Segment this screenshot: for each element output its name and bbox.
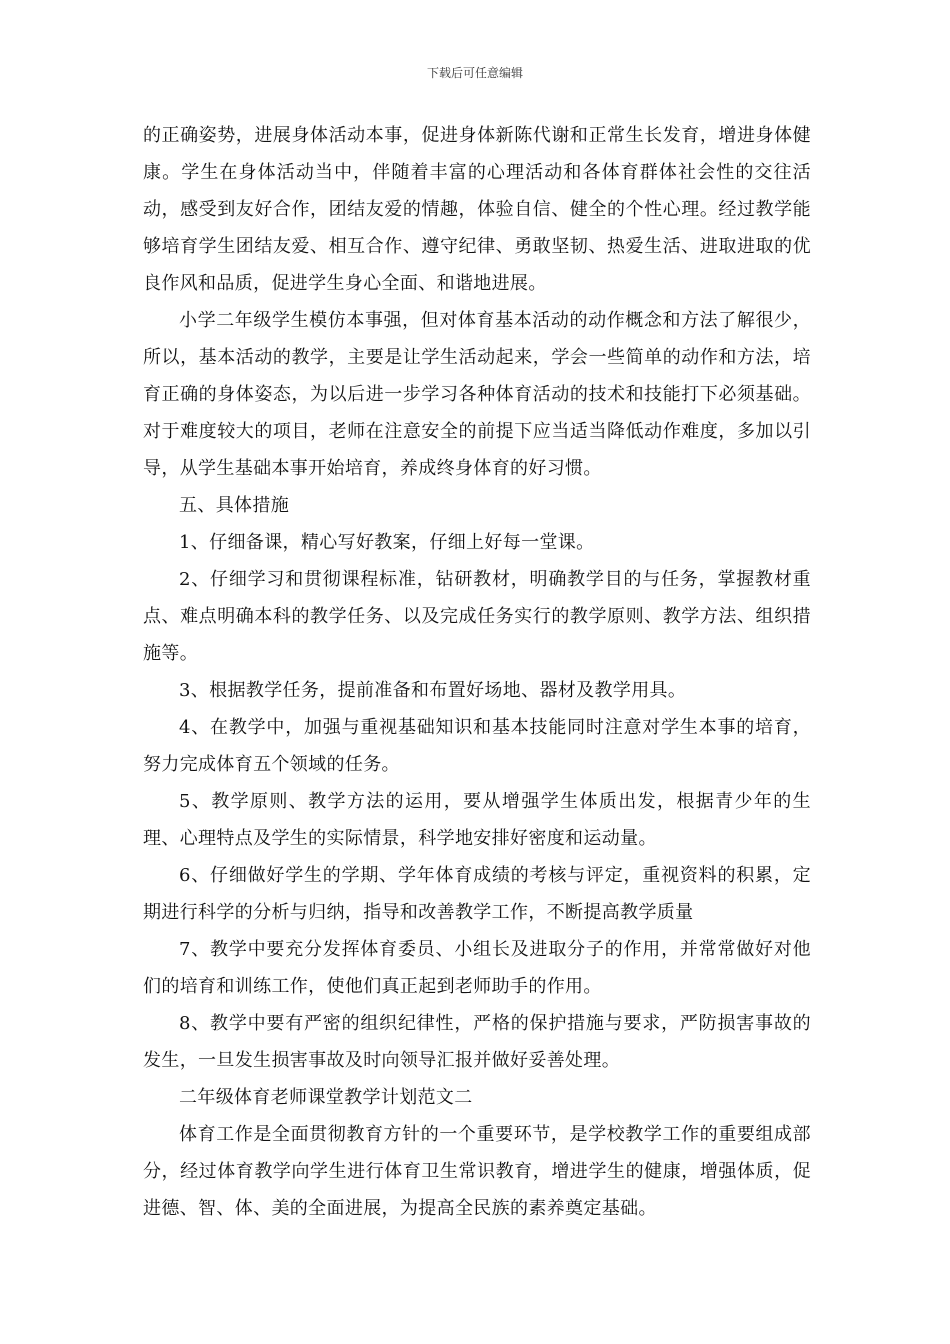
section-heading-measures: 五、具体措施 bbox=[179, 495, 290, 516]
document-body bbox=[143, 117, 811, 1227]
section-heading-sample-two: 二年级体育老师课堂教学计划范文二 bbox=[179, 1087, 473, 1108]
paragraph-2: 小学二年级学生模仿本事强，但对体育基本活动的动作概念和方法了解很少，所以，基本活动的教学，主要是让学生活动起来，学会一些简单的动作和方法，培育正确的身体姿态，为以后进一步学习各种体育活动的技术和技能打下必须基础。对于难度较大的项目，老师在注意安全的前提下应当适当降低动作难度，多加以引导，从学生基础本事开始培育，养成终身体育的好习惯。 bbox=[143, 310, 811, 479]
list-item-7: 7、教学中要充分发挥体育委员、小组长及进取分子的作用，并常常做好对他们的培育和训练工作，使他们真正起到老师助手的作用。 bbox=[143, 939, 811, 997]
paragraph-1: 的正确姿势，进展身体活动本事，促进身体新陈代谢和正常生长发育，增进身体健康。学生在身体活动当中，伴随着丰富的心理活动和各体育群体社会性的交往活动，感受到友好合作，团结友爱的情趣，体验自信、健全的个性心理。经过教学能够培育学生团结友爱、相互合作、遵守纪律、勇敢坚韧、热爱生活、进取进取的优良作风和品质，促进学生身心全面、和谐地进展。 bbox=[143, 125, 811, 294]
list-item-5: 5、教学原则、教学方法的运用，要从增强学生体质出发，根据青少年的生理、心理特点及学生的实际情景，科学地安排好密度和运动量。 bbox=[143, 791, 811, 849]
list-item-4: 4、在教学中，加强与重视基础知识和基本技能同时注意对学生本事的培育，努力完成体育五个领域的任务。 bbox=[143, 717, 811, 775]
list-item-2: 2、仔细学习和贯彻课程标准，钻研教材，明确教学目的与任务，掌握教材重点、难点明确本科的教学任务、以及完成任务实行的教学原则、教学方法、组织措施等。 bbox=[143, 569, 811, 664]
list-item-1: 1、仔细备课，精心写好教案，仔细上好每一堂课。 bbox=[179, 532, 595, 553]
page-header: 下载后可任意编辑 bbox=[426, 66, 523, 80]
list-item-8: 8、教学中要有严密的组织纪律性，严格的保护措施与要求，严防损害事故的发生，一旦发生损害事故及时向领导汇报并做好妥善处理。 bbox=[143, 1013, 811, 1071]
list-item-3: 3、根据教学任务，提前准备和布置好场地、器材及教学用具。 bbox=[179, 680, 687, 701]
list-item-6: 6、仔细做好学生的学期、学年体育成绩的考核与评定，重视资料的积累，定期进行科学的分析与归纳，指导和改善教学工作，不断提高教学质量 bbox=[143, 865, 811, 923]
paragraph-final: 体育工作是全面贯彻教育方针的一个重要环节，是学校教学工作的重要组成部分，经过体育教学向学生进行体育卫生常识教育，增进学生的健康，增强体质，促进德、智、体、美的全面进展，为提高全民族的素养奠定基础。 bbox=[143, 1124, 811, 1219]
